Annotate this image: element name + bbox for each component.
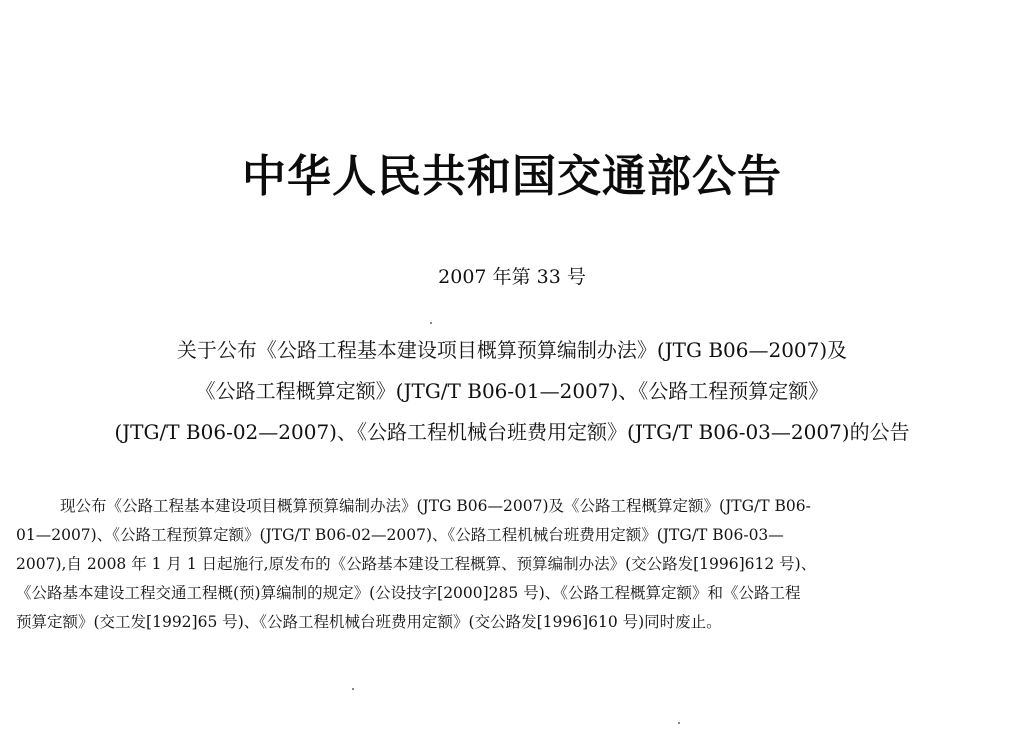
scan-speck	[352, 688, 354, 690]
body-line: 现公布《公路工程基本建设项目概算预算编制办法》(JTG B06—2007)及《公路工程概算定额》(JTG/T B06-	[60, 497, 811, 515]
body-line: 2007),自 2008 年 1 月 1 日起施行,原发布的《公路基本建设工程概算、预算编制办法》(交公路发[1996]612 号)、	[16, 555, 817, 573]
body-line: 01—2007)、《公路工程预算定额》(JTG/T B06-02—2007)、《公路工程机械台班费用定额》(JTG/T B06-03—	[16, 526, 784, 544]
scan-speck	[430, 322, 432, 324]
body-line: 预算定额》(交工发[1992]65 号)、《公路工程机械台班费用定额》(交公路发[1996]610 号)同时废止。	[16, 613, 722, 631]
document-subject	[40, 330, 984, 453]
subject-line: (JTG/T B06-02—2007)、《公路工程机械台班费用定额》(JTG/T B06-03—2007)的公告	[114, 420, 910, 444]
subject-line: 《公路工程概算定额》(JTG/T B06-01—2007)、《公路工程预算定额》	[195, 379, 829, 403]
body-line: 《公路基本建设工程交通工程概(预)算编制的规定》(公设技字[2000]285 号)、《公路工程概算定额》和《公路工程	[16, 584, 801, 602]
document-body	[16, 492, 1012, 637]
document-number: 2007 年第 33 号	[438, 266, 586, 288]
subject-line: 关于公布《公路工程基本建设项目概算预算编制办法》(JTG B06—2007)及	[176, 338, 848, 362]
document-heading: 中华人民共和国交通部公告	[242, 151, 782, 202]
scan-speck	[678, 722, 680, 724]
